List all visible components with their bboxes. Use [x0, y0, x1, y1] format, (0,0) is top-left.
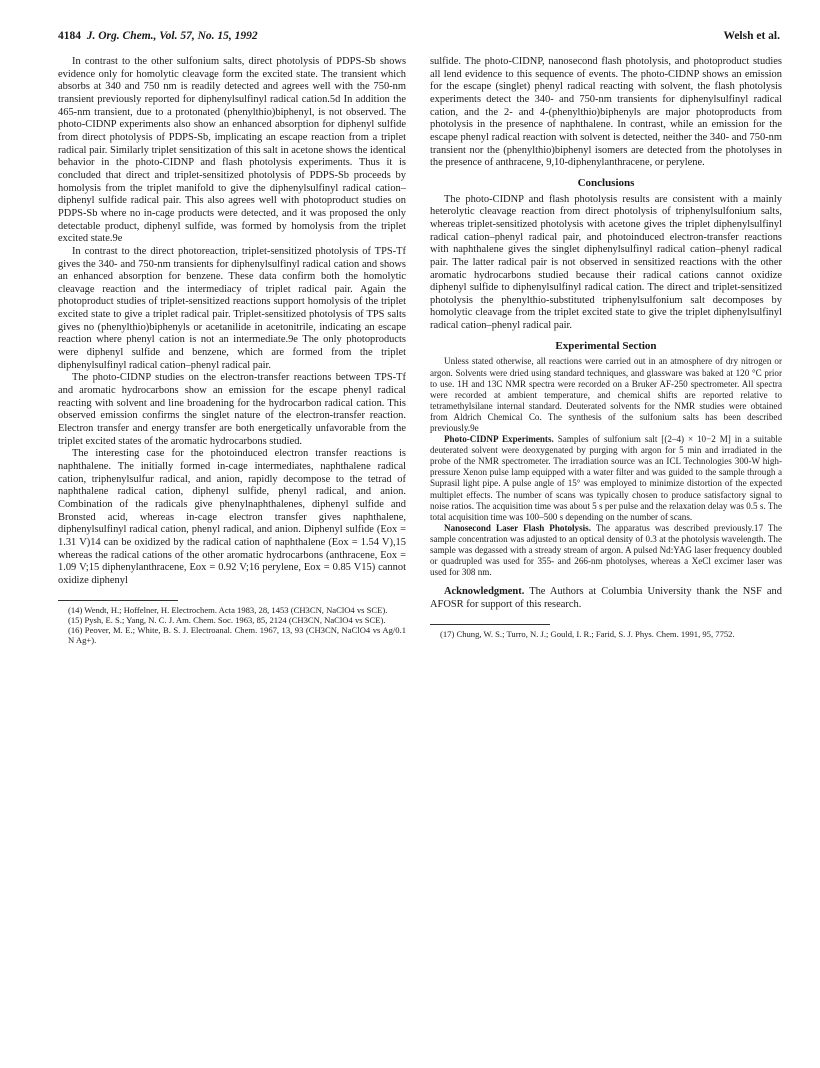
footnote-divider [430, 624, 550, 625]
footnote: (14) Wendt, H.; Hoffelner, H. Electrochem. Acta 1983, 28, 1453 (CH3CN, NaClO4 vs SCE). [68, 604, 388, 615]
paragraph: Nanosecond Laser Flash Photolysis. The apparatus was described previously.17 The sample concentration was adjusted to an optical density of 0.3 at the photolysis wavelength. The sample was degassed with a stready stream of argon. A pulsed Nd:YAG laser frequency doubled or quadrupled was used for 355- and 266-nm photolyses, whereas a XeCl excimer laser was used for 308 nm. [430, 522, 782, 578]
run-in-heading: Nanosecond Laser Flash Photolysis. [444, 522, 591, 533]
paragraph: The interesting case for the photoinduced electron transfer reactions is naphthalene. The initially formed in-cage intermediates, naphthalene radical cation, triphenylsulfur radical, and anion, rapidly decompose to the tetrad of naphthalene radical cation, diphenyl sulfide, phenyl radical, and anion. Combination of the radicals give phenylnaphthalenes, diphenyl sulfide and Bronsted acid, whereas in-cage electron transfer gives naphthalene, diphenylsulfinyl radical cation, phenyl radical, and anion. Diphenyl sulfide (Eox = 1.31 V)14 can be oxidized by the radical cation of naphthalene (Eox = 1.54 V),15 whereas the radical cations of the other aromatic hydrocarbons (anthracene, Eox = 1.09 V;15 diphenylanthracene, Eox = 0.92 V;16 perylene, Eox = 0.85 V15) cannot oxidize diphenyl [58, 448, 406, 586]
paragraph: sulfide. The photo-CIDNP, nanosecond flash photolysis, and photoproduct studies all lend evidence to this sequence of events. The photo-CIDNP shows an emission for the escape (singlet) phenyl radical reacting with solvent, the flash photolysis experiments detect the 340- and 750-nm transients for diphenylsulfinyl radical cation, and the 2- and 4-(phenylthio)biphenyls are major photoproducts from photolysis in the presence of naphthalene. In contrast, while an emission for the escape phenyl radical reaction with solvent is detected, neither the 340- and 750-nm transient nor the (phenylthio)biphenyl isomers are detected from the photolyses in the presence of anthracene, 9,10-diphenylanthracene, or perylene. [430, 56, 782, 169]
acknowledgment: Acknowledgment. The Authors at Columbia University thank the NSF and AFOSR for support of this research. [430, 586, 782, 610]
footnote: (17) Chung, W. S.; Turro, N. J.; Gould, I. R.; Farid, S. J. Phys. Chem. 1991, 95, 7752. [440, 628, 735, 639]
running-header [58, 30, 780, 50]
run-in-heading: Acknowledgment. [444, 586, 525, 598]
footnote: (16) Peover, M. E.; White, B. S. J. Electroanal. Chem. 1967, 13, 93 (CH3CN, NaClO4 vs Ag/0.1 N Ag+). [68, 625, 406, 646]
paragraph: Photo-CIDNP Experiments. Samples of sulfonium salt [(2–4) × 10−2 M] in a suitable deuterated solvent were deoxygenated by purging with argon for 5 min and irradiated in the probe of the NMR spectrometer. The irradiation source was an ICL Technologies 300-W high-pressure Xenon pulse lamp equipped with a water filter and was guided to the sample through a Suprasil light pipe. A pulse angle of 15° was employed to minimize distortion of the expected multiplet effects. The number of scans was typically chosen to produce satisfactory signal to noise ratios. The acquisition time was about 5 s per pulse and the relaxation delay was 0.5 s. The total acquisition time was 100–500 s depending on the number of scans. [430, 434, 782, 522]
paragraph: In contrast to the other sulfonium salts, direct photolysis of PDPS-Sb shows evidence only for homolytic cleavage form the excited state. The transient which absorbs at 340 and 750 nm is readily detected and agrees well with the 750-nm transient previously reported for diphenylsulfinyl radical cation.5d In addition the 465-nm transient, due to a protonated (phenylthio)biphenyl, is not observed. The photo-CIDNP experiments also show an enhanced absorption for diphenyl sulfide from direct photolysis of PDPS-Sb, implicating an escape reaction from a triplet radical pair. Similarly triplet sensitization of this salt in acetone shows the identical behavior in the photo-CIDNP and flash photolysis experiments. Thus it is concluded that direct and triplet-sensitized photolysis of PDPS-Sb proceeds by homolysis from the triplet manifold to give the diphenylsulfinyl radical cation–diphenyl sulfide radical pair. This also agrees well with photoproduct studies on PDPS-Sb where no in-cage products were detected, and it was proposed the only detectable product, diphenyl sulfide, was formed by homolysis from the triplet excited state.9e [58, 56, 406, 245]
section-heading: Conclusions [577, 176, 635, 189]
paragraph: In contrast to the direct photoreaction, triplet-sensitized photolysis of TPS-Tf gives the 340- and 750-nm transients for diphenylsulfinyl radical cation and shows an enhanced absorption for benzene. These data confirm both the homolytic cleavage reaction and the intermediacy of triplet radical pair. Again the photoproduct studies of triplet-sensitized reactions support homolysis of the triplet excited state to give a triplet radical pair. Triplet-sensitized photolysis of TPS salts gives no (phenylthio)biphenyls or acetanilide in acetonitrile, indicating an escape reaction where phenyl cation is not an intermediate.9e The only photoproducts were diphenyl sulfide and benzene, which are formed from the triplet diphenylsulfinyl radical cation–phenyl radical pair. [58, 245, 406, 371]
footnote-divider [58, 600, 178, 601]
journal-citation: J. Org. Chem., Vol. 57, No. 15, 1992 [86, 30, 258, 42]
paragraph: The photo-CIDNP and flash photolysis results are consistent with a mainly heterolytic cleavage reaction from direct photolysis of triphenylsulfonium salts, whereas triplet-sensitized photolysis with acetone gives the triplet diphenylsulfinyl radical cation–phenyl radical pair, and photoinduced electron-transfer reactions with naphthalene gives the singlet diphenylsulfinyl radical cation–phenyl radical pair. The latter radical pair is not observed in sensitized reactions with the other aromatic hydrocarbons studied because their radical cations cannot oxidize diphenyl sulfide to diphenylsulfinyl radical cation. The direct and triplet-sensitized photolysis the phenylthio-substituted triphenylsulfonium salt decomposes by homolytic cleavage from the triplet excited state to give the triplet diphenylsulfinyl radical cation–phenyl radical pair. [430, 193, 782, 332]
page-number: 4184 [58, 30, 81, 42]
paragraph: The photo-CIDNP studies on the electron-transfer reactions between TPS-Tf and aromatic hydrocarbons show an emission for the escape phenyl radical reacting with solvent and line broadening for the hydrocarbon radical cation. This observed emission confirms the singlet nature of the electron-transfer reaction. Electron transfer and energy transfer are both energetically unfavorable from the triplet excited states of the aromatic hydrocarbons studied. [58, 372, 406, 447]
paragraph: Unless stated otherwise, all reactions were carried out in an atmosphere of dry nitrogen or argon. Solvents were dried using standard techniques, and glassware was baked at 120 °C prior to use. 1H and 13C NMR spectra were recorded on a Bruker AF-250 spectrometer. All spectra were recorded at ambient temperature, and chemical shifts are reported relative to tetramethylsilane internal standard. Deuterated solvents for the NMR studies were obtained from Aldrich Chemical Co. The synthesis of the sulfonium salts has been described previously.9e [430, 356, 782, 433]
right-column [430, 56, 782, 639]
section-heading: Experimental Section [555, 339, 657, 352]
footnote: (15) Pysh, E. S.; Yang, N. C. J. Am. Chem. Soc. 1963, 85, 2124 (CH3CN, NaClO4 vs SCE). [68, 614, 386, 625]
left-column [58, 56, 406, 646]
running-authors: Welsh et al. [723, 30, 780, 42]
run-in-heading: Photo-CIDNP Experiments. [444, 434, 554, 445]
